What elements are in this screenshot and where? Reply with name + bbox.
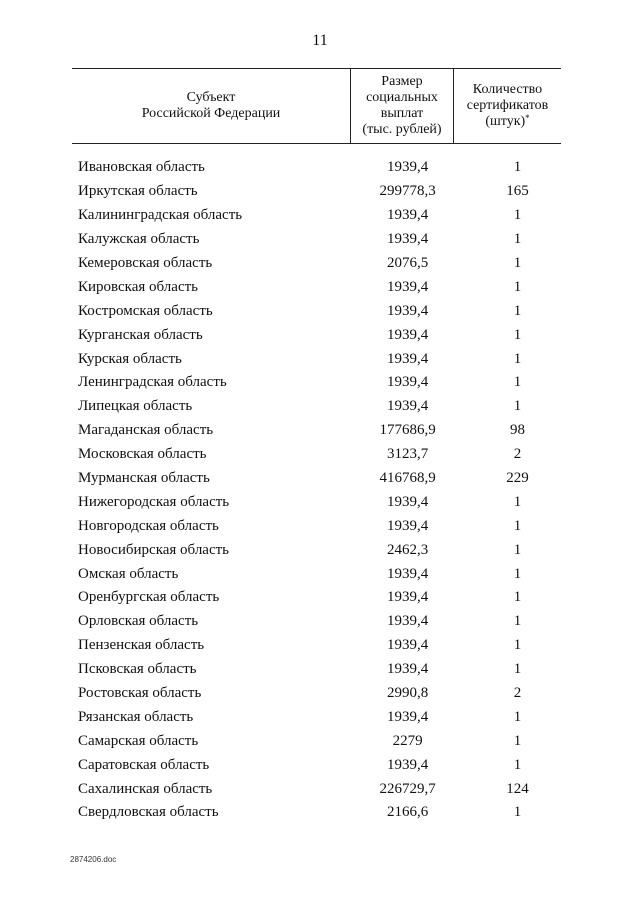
table-row [78,705,567,729]
table-row [78,586,567,610]
certificate-count: 1 [513,278,522,295]
payment-amount: 1939,4 [387,350,429,367]
header-amount-label: Размер социальных выплат (тыс. рублей) [362,74,442,137]
payment-amount: 1939,4 [387,326,429,343]
page-number: 11 [312,32,328,49]
certificate-count: 1 [513,159,522,176]
table-row [78,658,567,682]
table-row [78,323,567,347]
certificate-count: 1 [513,326,522,343]
payment-amount: 1939,4 [387,708,429,725]
region-name: Омская область [78,565,179,582]
region-name: Псковская область [78,661,197,678]
payment-amount: 1939,4 [387,159,429,176]
certificate-count: 1 [513,637,522,654]
region-name: Сахалинская область [78,780,213,797]
payment-amount: 2462,3 [387,541,429,558]
region-name: Новосибирская область [78,541,230,558]
table-row [78,490,567,514]
certificate-count: 1 [513,350,522,367]
certificate-count: 229 [506,470,529,487]
payment-amount: 1939,4 [387,637,429,654]
table-row [78,562,567,586]
header-subject [72,69,351,143]
payment-amount: 299778,3 [379,183,436,200]
certificate-count: 1 [513,756,522,773]
certificate-count: 1 [513,708,522,725]
region-name: Калининградская область [78,207,243,224]
region-name: Мурманская область [78,470,210,487]
payment-amount: 1939,4 [387,493,429,510]
region-name: Новгородская область [78,517,219,534]
certificate-count: 2 [513,446,522,463]
payment-amount: 1939,4 [387,613,429,630]
header-amount [351,69,454,143]
table-row [78,228,567,252]
table-row [78,204,567,228]
region-name: Свердловская область [78,804,219,821]
certificate-count: 1 [513,231,522,248]
payment-amount: 177686,9 [379,422,436,439]
footer-filename: 2874206.doc [70,855,117,864]
payment-amount: 1939,4 [387,278,429,295]
region-name: Самарская область [78,732,199,749]
table-row [78,467,567,491]
table-row [78,729,567,753]
payment-amount: 1939,4 [387,756,429,773]
table-row [78,347,567,371]
table-row [78,514,567,538]
table-row [78,801,567,825]
table-row [78,156,567,180]
region-name: Саратовская область [78,756,210,773]
certificate-count: 1 [513,517,522,534]
payment-amount: 416768,9 [379,470,436,487]
header-subject-label: Субъект Российской Федерации [141,90,281,121]
payment-amount: 1939,4 [387,517,429,534]
payment-amount: 1939,4 [387,302,429,319]
certificate-count: 165 [506,183,529,200]
payment-amount: 226729,7 [379,780,436,797]
payment-amount: 1939,4 [387,565,429,582]
region-name: Нижегородская область [78,493,230,510]
table-row [78,371,567,395]
footnote-mark: * [525,113,530,123]
region-name: Московская область [78,446,207,463]
certificate-count: 1 [513,493,522,510]
region-name: Оренбургская область [78,589,220,606]
certificate-count: 1 [513,374,522,391]
region-name: Ивановская область [78,159,205,176]
table-row [78,610,567,634]
table-row [78,419,567,443]
header-count-label: Количество сертификатов (штук) [466,82,549,129]
payment-amount: 3123,7 [387,446,429,463]
table-row [78,180,567,204]
region-name: Кировская область [78,278,199,295]
table-row [78,682,567,706]
certificate-count: 1 [513,541,522,558]
certificate-count: 1 [513,255,522,271]
table-row [78,634,567,658]
region-name: Липецкая область [78,398,193,415]
region-name: Ленинградская область [78,374,227,391]
table-body [78,156,567,825]
payment-amount: 1939,4 [387,374,429,391]
region-name: Калужская область [78,231,200,248]
payment-amount: 2279 [392,732,423,749]
table-row [78,252,567,276]
region-name: Иркутская область [78,183,198,200]
certificate-count: 1 [513,589,522,606]
payment-amount: 1939,4 [387,398,429,415]
region-name: Курганская область [78,326,203,343]
region-name: Кемеровская область [78,255,213,271]
payment-amount: 1939,4 [387,207,429,224]
certificate-count: 98 [509,422,525,439]
region-name: Магаданская область [78,422,214,439]
header-row [72,69,561,144]
certificate-count: 1 [513,661,522,678]
region-name: Курская область [78,350,182,367]
certificate-count: 124 [506,780,529,797]
region-name: Ростовская область [78,685,202,702]
certificate-count: 1 [513,804,522,821]
certificate-count: 1 [513,398,522,415]
table-row [78,538,567,562]
region-name: Рязанская область [78,708,194,725]
table-row [78,443,567,467]
header-count [454,69,561,143]
certificate-count: 1 [513,207,522,224]
certificate-count: 2 [513,685,522,702]
table-header [72,68,561,144]
region-name: Орловская область [78,613,199,630]
certificate-count: 1 [513,732,522,749]
table-row [78,299,567,323]
payment-amount: 1939,4 [387,661,429,678]
table-row [78,753,567,777]
table-row [78,777,567,801]
payment-amount: 1939,4 [387,589,429,606]
certificate-count: 1 [513,302,522,319]
region-name: Пензенская область [78,637,205,654]
payment-amount: 2076,5 [387,255,429,271]
region-name: Костромская область [78,302,213,319]
payment-amount: 1939,4 [387,231,429,248]
certificate-count: 1 [513,565,522,582]
table-row [78,275,567,299]
payment-amount: 2990,8 [387,685,429,702]
table-row [78,395,567,419]
payment-amount: 2166,6 [387,804,429,821]
certificate-count: 1 [513,613,522,630]
